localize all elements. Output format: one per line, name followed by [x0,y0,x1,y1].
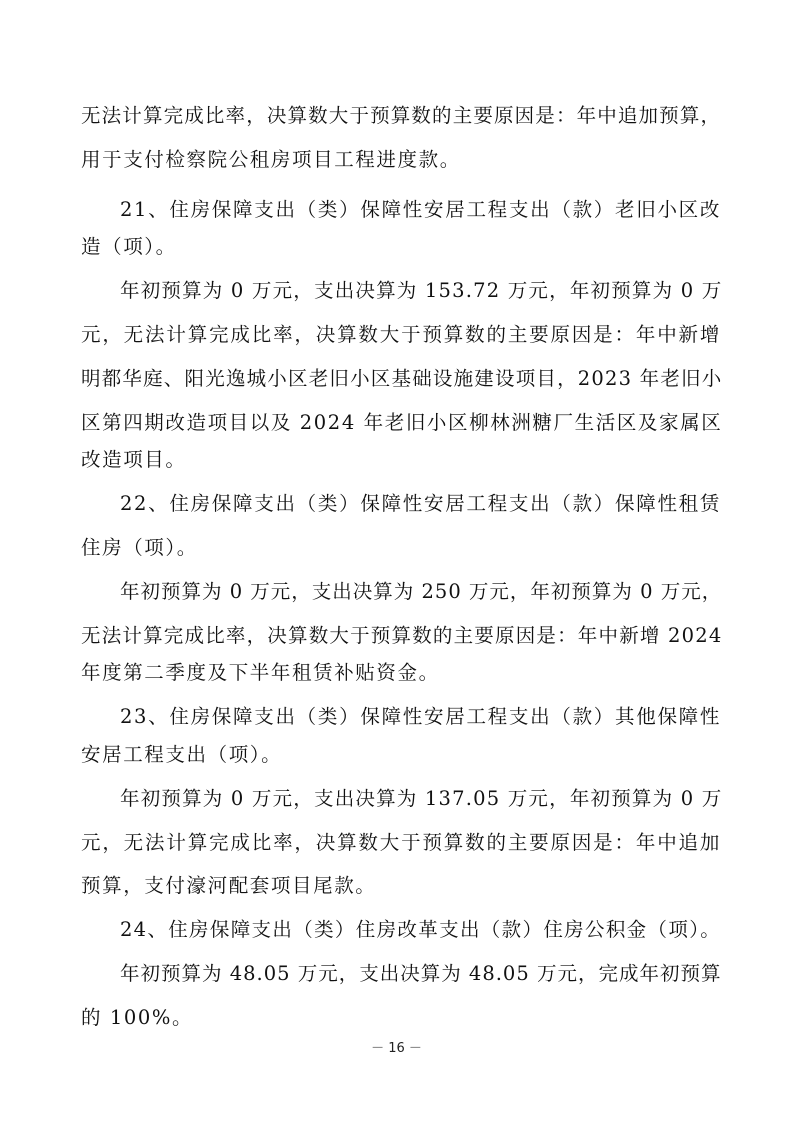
text-line: 明都华庭、阳光逸城小区老旧小区基础设施建设项目，2023 年老旧小 [81,367,723,390]
text-line: 无法计算完成比率，决算数大于预算数的主要原因是：年中追加预算， [81,104,721,127]
text-line: 年初预算为 0 万元，支出决算为 137.05 万元，年初预算为 0 万 [120,787,723,810]
text-line: 年度第二季度及下半年租赁补贴资金。 [81,661,440,684]
text-line: 年初预算为 0 万元，支出决算为 250 万元，年初预算为 0 万元， [120,580,723,603]
text-line: 的 100%。 [81,1006,194,1029]
text-line: 住房（项）。 [81,536,198,559]
page-number: － 16 － [371,1041,422,1056]
text-line: 无法计算完成比率，决算数大于预算数的主要原因是：年中新增 2024 [81,624,723,647]
item-21-heading: 21、住房保障支出（类）保障性安居工程支出（款）老旧小区改 [120,198,721,221]
text-line: 年初预算为 0 万元，支出决算为 153.72 万元，年初预算为 0 万 [120,279,723,302]
item-22-heading: 22、住房保障支出（类）保障性安居工程支出（款）保障性租赁 [120,492,721,515]
item-23-heading: 23、住房保障支出（类）保障性安居工程支出（款）其他保障性 [120,705,721,728]
text-line: 预算，支付濠河配套项目尾款。 [81,874,377,897]
text-line: 年初预算为 48.05 万元，支出决算为 48.05 万元，完成年初预算 [120,962,722,985]
item-24-heading: 24、住房保障支出（类）住房改革支出（款）住房公积金（项）。 [120,918,721,941]
text-line: 元，无法计算完成比率，决算数大于预算数的主要原因是：年中新增 [81,323,721,346]
text-line: 安居工程支出（项）。 [81,743,283,766]
text-line: 元，无法计算完成比率，决算数大于预算数的主要原因是：年中追加 [81,831,721,854]
text-line: 用于支付检察院公租房项目工程进度款。 [81,148,461,171]
text-line: 改造项目。 [81,448,187,471]
text-line: 造（项）。 [81,235,177,258]
text-line: 区第四期改造项目以及 2024 年老旧小区柳林洲糖厂生活区及家属区 [81,411,723,434]
